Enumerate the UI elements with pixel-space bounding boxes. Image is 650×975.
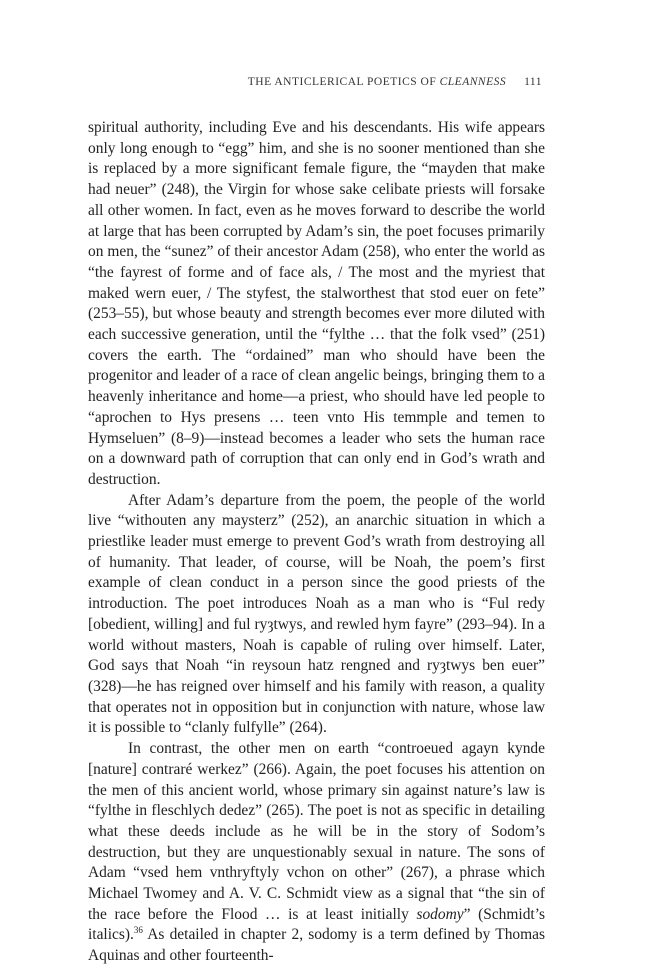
text-segment: In contrast, the other men on earth “controeued agayn kynde [nature] contraré werkez” (266). Again, the poet focuses his attention on the men of this ancient world, whose primary sin against nature’s law is “fylthe in fleschlych dedez” (265). The poet is not as specific in detailing what these deeds include as he will be in the story of Sodom’s destruction, but they are unquestionably sexual in nature. The sons of Adam “vsed hem vnthryftyly vchon on other” (267), a phrase which Michael Twomey and A. V. C. Schmidt view as a signal that “the sin of the race before the Flood … is at least initially <box>88 740 545 923</box>
text-segment: ” (Schmidt’s italics). <box>88 905 545 944</box>
running-title <box>248 76 506 88</box>
text-segment: spiritual authority, including Eve and his descendants. His wife appears only long enough to “egg” him, and she is no sooner mentioned than she is replaced by a more significant female figure, the “mayden that make had neuer” (248), the Virgin for whose sake celibate priests will forsake all other women. In fact, even as he moves forward to describe the world at large that has been corrupted by Adam’s sin, the poet focuses primarily on men, the “sunez” of their ancestor Adam (258), who enter the world as “the fayrest of forme and of face als, / The most and the myriest that maked wern euer, / The styfest, the stalworthest that stod euer on fete” (253–55), but whose beauty and strength becomes ever more diluted with each successive generation, until the “fylthe … that the folk vsed” (251) covers the earth. The “ordained” man who should have been the progenitor and leader of a race of clean angelic beings, bringing them to a heavenly inheritance and home—a priest, who should have led people to “aprochen to Hys presens … teen vnto His temmple and temen to Hymseluen” (8–9)—instead becomes a leader who sets the human race on a downward path of corruption that can only end in God’s wrath and destruction. <box>88 119 545 488</box>
footnote-marker: 36 <box>133 925 143 936</box>
text-segment: After Adam’s departure from the poem, the people of the world live “withouten any maysterz” (252), an anarchic situation in which a priestlike leader must emerge to prevent God’s wrath from destroying all of humanity. That leader, of course, will be Noah, the poem’s first example of clean conduct in a person since the good priests of the introduction. The poet introduces Noah as a man who is “Ful redy [obedient, willing] and ful ryȝtwys, and rewled hym fayre” (293–94). In a world without masters, Noah is capable of ruling over himself. Later, God says that Noah “in reysoun hatz rengned and ryȝtwys ben euer” (328)—he has reigned over himself and his family with reason, a quality that operates not in opposition but in conjunction with nature, whose law it is possible to “clanly fulfylle” (264). <box>88 491 545 737</box>
page-number: 111 <box>524 76 542 88</box>
text-segment: As detailed in chapter 2, sodomy is a term defined by Thomas Aquinas and other fourteenth- <box>88 926 545 965</box>
running-title-italic: CLEANNESS <box>439 76 507 88</box>
paragraph-3 <box>88 739 545 967</box>
running-title-prefix: THE ANTICLERICAL POETICS OF <box>247 76 440 88</box>
paragraph-2 <box>88 491 545 739</box>
italic-text: sodomy <box>416 905 464 923</box>
body-text <box>88 118 545 967</box>
running-header <box>88 76 542 88</box>
paragraph-1 <box>88 118 545 491</box>
